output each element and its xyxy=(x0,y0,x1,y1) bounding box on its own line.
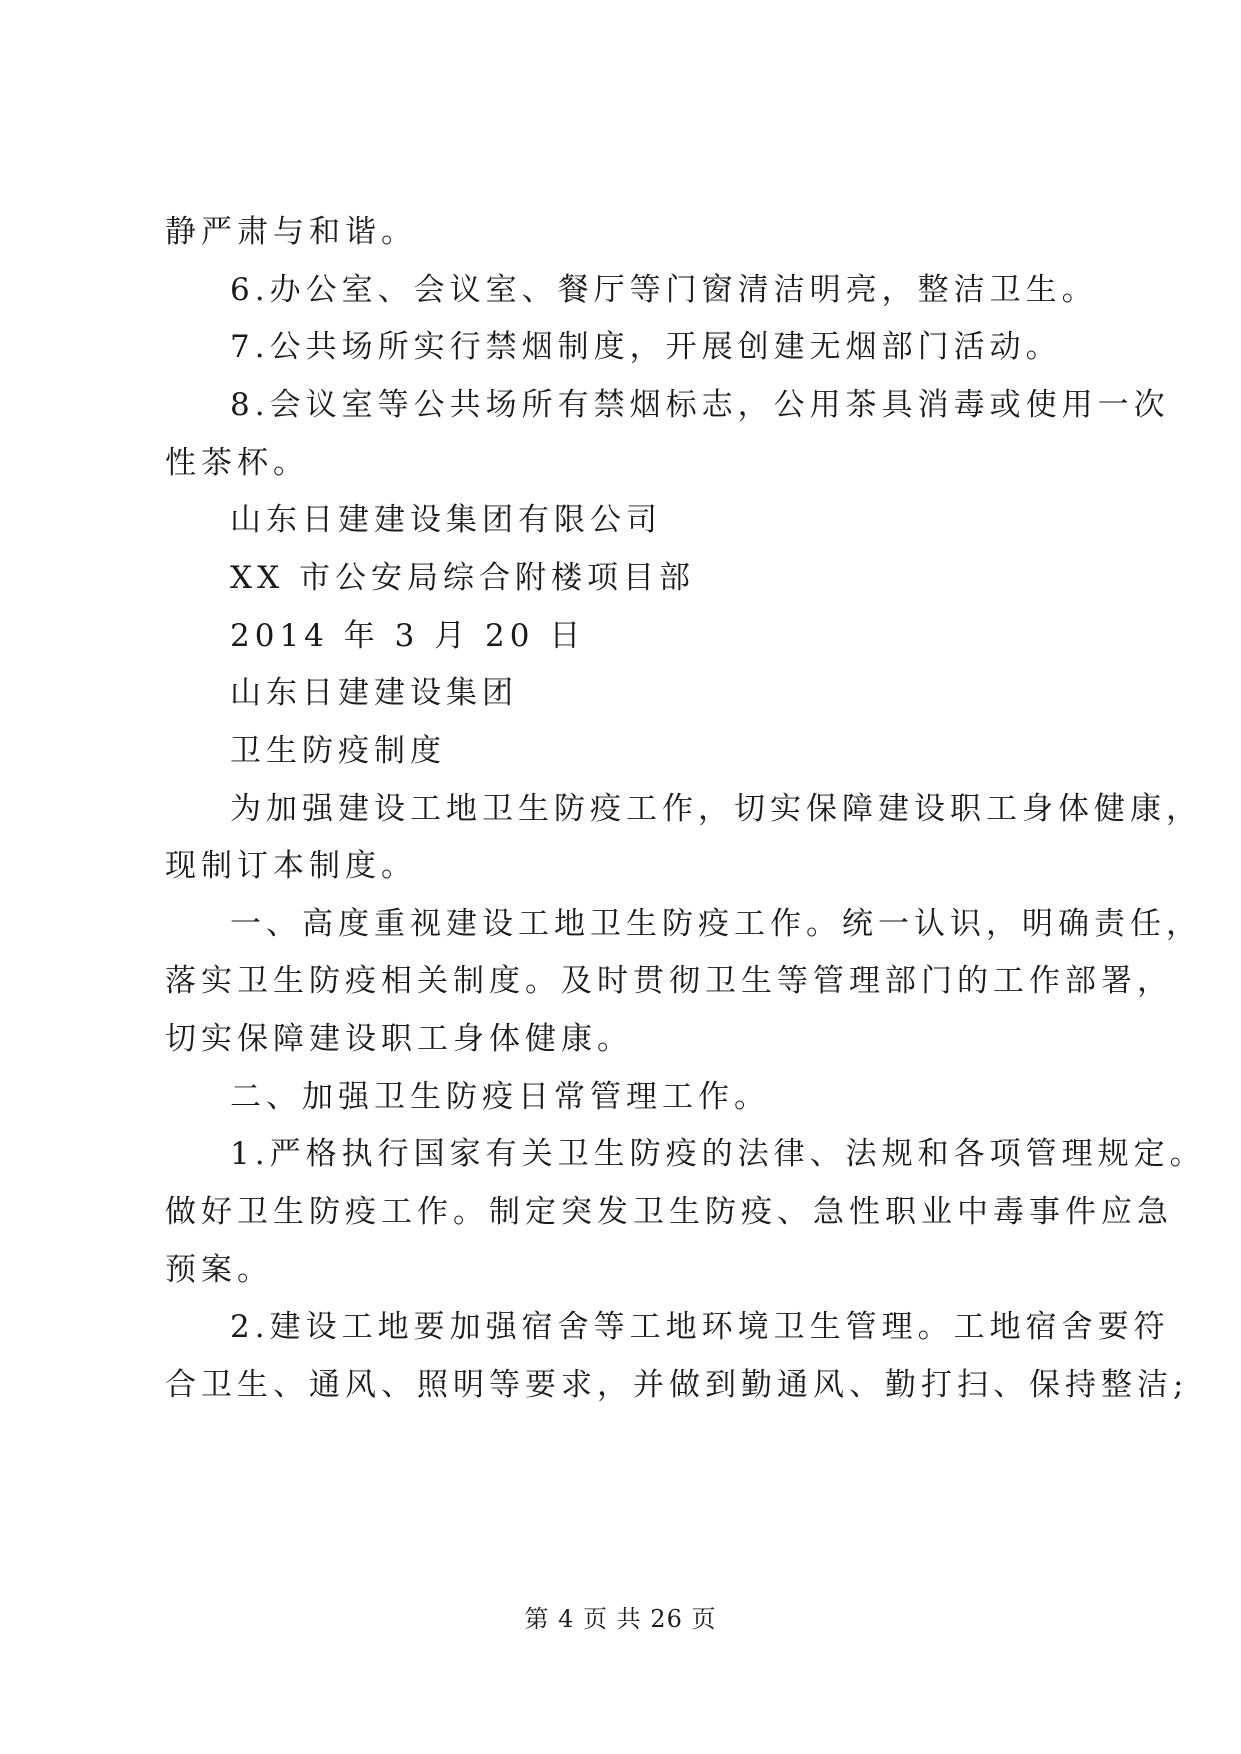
text-line: 1.严格执行国家有关卫生防疫的法律、法规和各项管理规定。 xyxy=(230,1136,1206,1172)
text-line: 性茶杯。 xyxy=(165,445,309,481)
text-line: 现制订本制度。 xyxy=(165,848,417,884)
text-line: 卫生防疫制度 xyxy=(230,733,446,769)
text-line: 6.办公室、会议室、餐厅等门窗清洁明亮，整洁卫生。 xyxy=(230,272,1098,308)
text-line: 为加强建设工地卫生防疫工作，切实保障建设职工身体健康， xyxy=(230,791,1202,827)
text-line: 7.公共场所实行禁烟制度，开展创建无烟部门活动。 xyxy=(230,329,1062,365)
page-footer: 第 4 页 共 26 页 xyxy=(524,1605,717,1633)
text-line: 2.建设工地要加强宿舍等工地环境卫生管理。工地宿舍要符 xyxy=(230,1309,1170,1345)
text-line: 山东日建建设集团有限公司 xyxy=(230,502,662,538)
text-line: XX 市公安局综合附楼项目部 xyxy=(230,560,695,596)
text-line: 2014 年 3 月 20 日 xyxy=(230,618,586,654)
text-line: 山东日建建设集团 xyxy=(230,675,518,711)
text-line: 切实保障建设职工身体健康。 xyxy=(165,1021,633,1057)
text-line: 预案。 xyxy=(165,1252,273,1288)
text-line: 静严肃与和谐。 xyxy=(165,214,417,250)
text-line: 二、加强卫生防疫日常管理工作。 xyxy=(230,1079,770,1115)
text-line: 做好卫生防疫工作。制定突发卫生防疫、急性职业中毒事件应急 xyxy=(165,1194,1173,1230)
text-line: 合卫生、通风、照明等要求，并做到勤通风、勤打扫、保持整洁; xyxy=(165,1367,1189,1403)
text-line: 落实卫生防疫相关制度。及时贯彻卫生等管理部门的工作部署， xyxy=(165,963,1173,999)
text-line: 一、高度重视建设工地卫生防疫工作。统一认识，明确责任， xyxy=(230,906,1202,942)
text-line: 8.会议室等公共场所有禁烟标志，公用茶具消毒或使用一次 xyxy=(230,387,1170,423)
